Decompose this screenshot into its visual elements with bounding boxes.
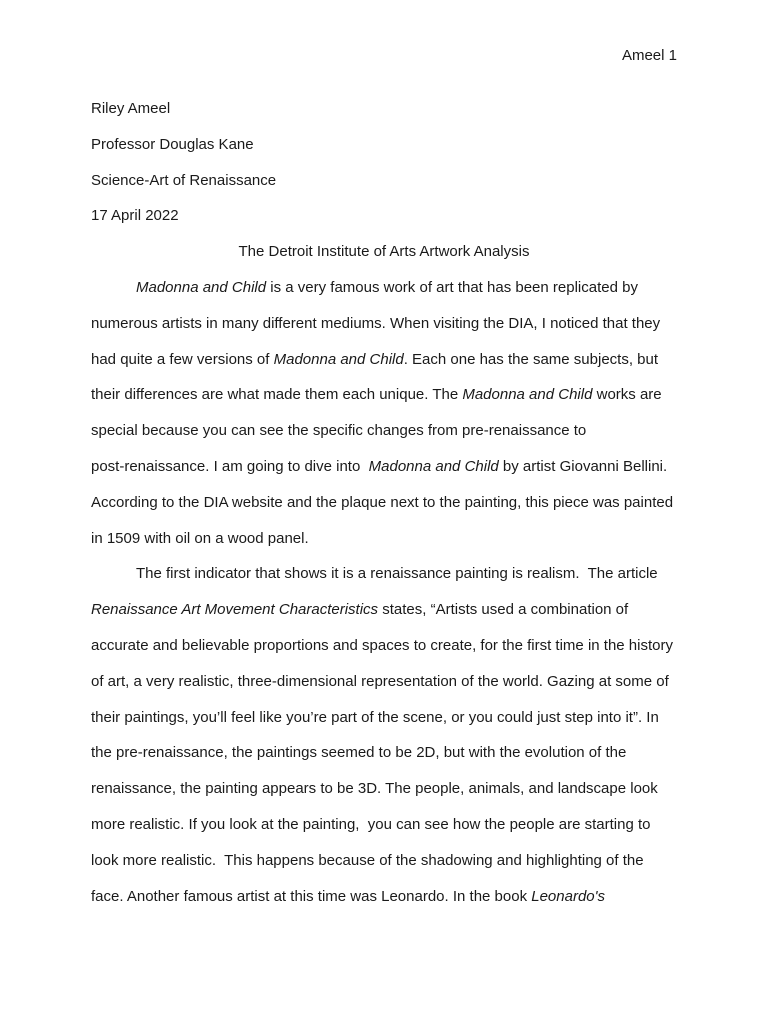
text-segment: The first indicator that shows it is a renaissance painting is realism. The article xyxy=(136,565,658,583)
text-segment: renaissance, the painting appears to be 3D. The people, animals, and landscape look xyxy=(91,780,658,798)
text-segment: their differences are what made them each unique. The xyxy=(91,386,463,404)
text-line xyxy=(91,270,677,306)
text-line xyxy=(91,628,677,664)
text-segment: had quite a few versions of xyxy=(91,350,274,368)
text-line xyxy=(91,485,677,521)
text-segment: is a very famous work of art that has been replicated by xyxy=(266,278,638,296)
document-body xyxy=(91,91,677,914)
text-segment: accurate and believable proportions and spaces to create, for the first time in the history xyxy=(91,636,673,654)
text-line xyxy=(91,449,677,485)
text-line xyxy=(91,377,677,413)
essay-title: The Detroit Institute of Arts Artwork Analysis xyxy=(238,243,530,261)
text-segment: special because you can see the specific changes from pre-renaissance to xyxy=(91,422,587,440)
text-segment: works are xyxy=(592,386,662,404)
text-line xyxy=(91,771,677,807)
text-segment: numerous artists in many different mediums. When visiting the DIA, I noticed that they xyxy=(91,314,661,332)
text-segment: face. Another famous artist at this time was Leonardo. In the book xyxy=(91,887,532,905)
text-line xyxy=(91,306,677,342)
italic-title-text: Madonna and Child xyxy=(368,457,499,475)
text-segment: more realistic. If you look at the painting, you can see how the people are starting to xyxy=(91,815,651,833)
text-segment: of art, a very realistic, three-dimensional representation of the world. Gazing at some of xyxy=(91,672,669,690)
course-name: Science-Art of Renaissance xyxy=(91,171,277,189)
essay-text xyxy=(91,270,677,914)
text-line xyxy=(91,556,677,592)
text-segment: their paintings, you’ll feel like you’re part of the scene, or you could just step into it”. In xyxy=(91,708,659,726)
text-segment: states, “Artists used a combination of xyxy=(378,601,629,619)
text-segment: According to the DIA website and the plaque next to the painting, this piece was painted xyxy=(91,493,674,511)
italic-title-text: Leonardo's xyxy=(531,887,606,905)
text-segment: by artist Giovanni Bellini. xyxy=(498,457,668,475)
text-line xyxy=(91,843,677,879)
text-line xyxy=(91,664,677,700)
text-line xyxy=(91,879,677,915)
essay-date: 17 April 2022 xyxy=(91,207,179,225)
text-line xyxy=(91,413,677,449)
text-segment: look more realistic. This happens because of the shadowing and highlighting of the xyxy=(91,851,644,869)
text-line xyxy=(91,342,677,378)
italic-title-text: Madonna and Child xyxy=(273,350,404,368)
author-name: Riley Ameel xyxy=(91,100,171,117)
italic-title-text: Madonna and Child xyxy=(462,386,593,404)
text-segment: . Each one has the same subjects, but xyxy=(403,350,659,368)
text-segment: the pre-renaissance, the paintings seemed to be 2D, but with the evolution of the xyxy=(91,744,627,762)
page-number-header: Ameel 1 xyxy=(621,47,677,64)
text-line xyxy=(91,807,677,843)
text-line xyxy=(91,592,677,628)
text-line xyxy=(91,700,677,736)
text-segment: in 1509 with oil on a wood panel. xyxy=(91,529,309,547)
italic-title-text: Madonna and Child xyxy=(136,278,267,296)
professor-name: Professor Douglas Kane xyxy=(91,135,254,153)
text-line xyxy=(91,521,677,557)
italic-title-text: Renaissance Art Movement Characteristics xyxy=(91,601,379,619)
text-segment: post-renaissance. I am going to dive into xyxy=(91,457,369,475)
text-line xyxy=(91,735,677,771)
